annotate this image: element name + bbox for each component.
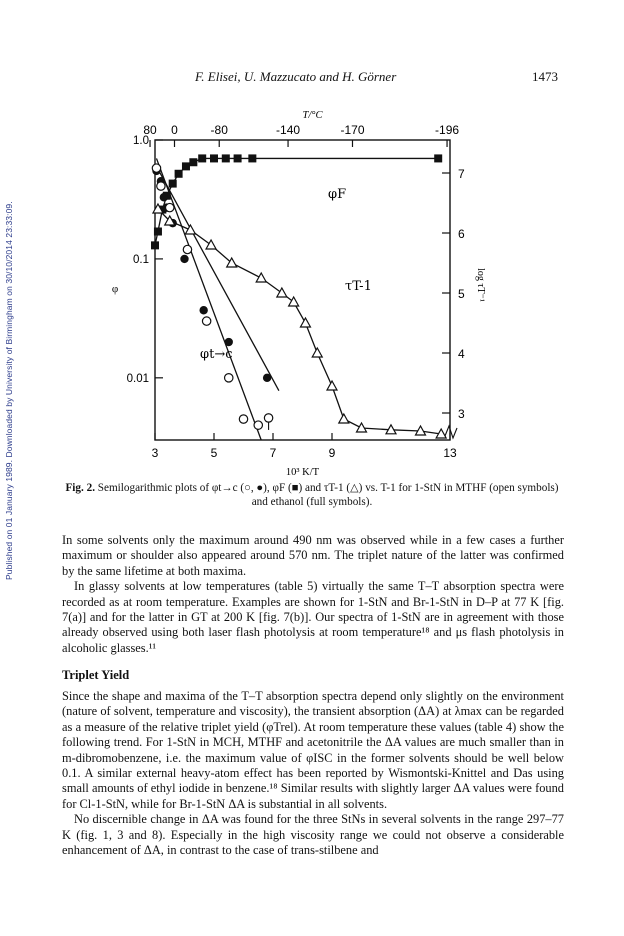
marker-phi-F (189, 158, 197, 166)
y2-tick-label: 4 (458, 347, 465, 361)
marker-phi-tc-ethanol (160, 193, 168, 201)
marker-tau (289, 297, 299, 306)
y-tick-label: 0.1 (133, 253, 149, 266)
line-tau (158, 209, 441, 434)
page-number: 1473 (532, 69, 558, 84)
body-paragraphs-section (62, 689, 564, 858)
series-lines (155, 158, 441, 440)
marker-phi-F (434, 154, 442, 162)
marker-phi-F (154, 228, 162, 236)
marker-tau (339, 414, 349, 423)
x-tick-label: 3 (151, 446, 159, 460)
x-tick-label: 7 (269, 446, 277, 460)
top-tick-label: -140 (276, 123, 301, 137)
axis-labels (112, 110, 486, 478)
marker-phi-tc-ethanol (263, 374, 271, 382)
marker-phi-F (175, 170, 183, 178)
paragraph: In glassy solvents at low temperatures (table 5) virtually the same T–T absorption spectra were recorded as at room temperature. Examples are shown for 1-StN and Br-1-StN in D–P at 77 K [fig. 7(a)] and for the latter in GT at 200 K [fig. 7(b)]. Our spectra of 1-StN are in agreement with those already observed using both laser flash photolysis at room temperature¹⁸ and μs flash photolysis in alcoholic glasses.¹¹ (62, 579, 564, 655)
series-markers (151, 154, 446, 438)
y-axis-label: φ (111, 283, 119, 295)
x-axis-label: 10³ K/T (285, 467, 320, 478)
marker-phi-tc-mthf (166, 203, 174, 211)
marker-phi-F (182, 162, 190, 170)
marker-phi-tc-ethanol (180, 255, 188, 263)
top-tick-label: -80 (210, 123, 228, 137)
marker-phi-F (234, 154, 242, 162)
caption-label: Fig. 2. (65, 482, 95, 494)
annotation-phi-tc: φt→c (200, 347, 233, 362)
line-phi-F (155, 158, 438, 245)
paragraph: No discernible change in ΔA was found for the three StNs in several solvents in the range 297–77 K (fig. 1, 3 and 8). Especially in the high viscosity range we could not observe a considerable enhancement of ΔA, in contrast to the case of trans-stilbene and (62, 812, 564, 858)
figure-caption (62, 481, 562, 509)
top-axis-label: T/°C (302, 110, 323, 121)
marker-tau (300, 318, 310, 327)
x-tick-label: 5 (210, 446, 218, 460)
marker-phi-F (210, 154, 218, 162)
marker-phi-F (248, 154, 256, 162)
marker-tau (357, 423, 367, 432)
annotation-phi-F: φF (328, 187, 347, 202)
fit-line-mthf (156, 158, 261, 440)
marker-phi-tc-mthf (152, 164, 160, 172)
body-paragraphs-top (62, 533, 564, 656)
plot-frame (155, 140, 450, 440)
marker-phi-F (198, 154, 206, 162)
annotation-tau: τT-1 (345, 279, 372, 294)
y2-tick-label: 3 (458, 407, 465, 421)
plot-border (155, 140, 450, 440)
marker-phi-tc-mthf (225, 374, 233, 382)
marker-tau (256, 273, 266, 282)
publication-sidebar-note: Published on 01 January 1989. Downloaded by University of Birmingham on 30/10/2014 23:33:09. (4, 201, 14, 580)
top-tick-label: -170 (340, 123, 365, 137)
marker-phi-tc-mthf (157, 182, 165, 190)
y-tick-label: 0.01 (126, 372, 149, 385)
caption-text: Semilogarithmic plots of φt→c (○, ●), φF (■) and τT-1 (△) vs. T-1 for 1-StN in MTHF (open symbols) and ethanol (full symbols). (97, 482, 559, 508)
x-tick-label: 9 (328, 446, 336, 460)
y2-tick-label: 7 (458, 167, 465, 181)
marker-phi-tc-ethanol (199, 306, 207, 314)
marker-phi-tc-ethanol (225, 338, 233, 346)
paragraph: Since the shape and maxima of the T–T absorption spectra depend only slightly on the environment (nature of solvent, temperature and viscosity), the transient absorption (ΔA) at λmax can be regarded as a measure of the relative triplet yield (φTrel). At room temperature these values (table 4) show the following trend. For 1-StN in MCH, MTHF and acetonitrile the ΔA values are much smaller than in m-dibromobenzene, i.e. the maximum value of φISC in the former solvents should be well below 0.1. A similar external heavy-atom effect has been reported by Wismontski-Knittel and Das using small amounts of ethyl iodide in benzene.¹⁸ Similar results with slightly larger ΔA values were found for Cl-1-StN, while for Br-1-StN ΔA is substantial in all solvents. (62, 689, 564, 811)
marker-tau (312, 348, 322, 357)
marker-phi-tc-mthf (183, 245, 191, 253)
marker-phi-F (151, 241, 159, 249)
y-tick-label: 1.0 (133, 135, 149, 147)
x-tick-label: 13 (443, 446, 457, 460)
marker-tau (277, 288, 287, 297)
marker-phi-tc-mthf (254, 421, 262, 429)
running-head-authors: F. Elisei, U. Mazzucato and H. Görner (195, 69, 397, 84)
marker-tau (185, 225, 195, 234)
top-tick-label: 80 (143, 123, 157, 137)
top-tick-label: 0 (171, 123, 178, 137)
marker-phi-tc-mthf (239, 415, 247, 423)
paragraph: In some solvents only the maximum around 490 nm was observed while in a few cases a further maximum or shoulder also appeared around 570 nm. The triplet nature of the latter was confirmed by the same lifetime at both maxima. (62, 533, 564, 578)
marker-phi-tc-mthf (202, 317, 210, 325)
marker-phi-F (222, 154, 230, 162)
y2-axis-label: log τT⁻¹ (475, 268, 486, 302)
marker-tau (327, 381, 337, 390)
section-heading: Triplet Yield (62, 668, 130, 682)
marker-phi-F (169, 180, 177, 188)
y2-tick-label: 5 (458, 287, 465, 301)
top-tick-label: -196 (435, 123, 460, 137)
marker-phi-tc-mthf (264, 414, 272, 422)
axis-break-mark (445, 426, 457, 438)
marker-tau (206, 240, 216, 249)
axis-ticks (150, 140, 457, 440)
y2-tick-label: 6 (458, 227, 465, 241)
